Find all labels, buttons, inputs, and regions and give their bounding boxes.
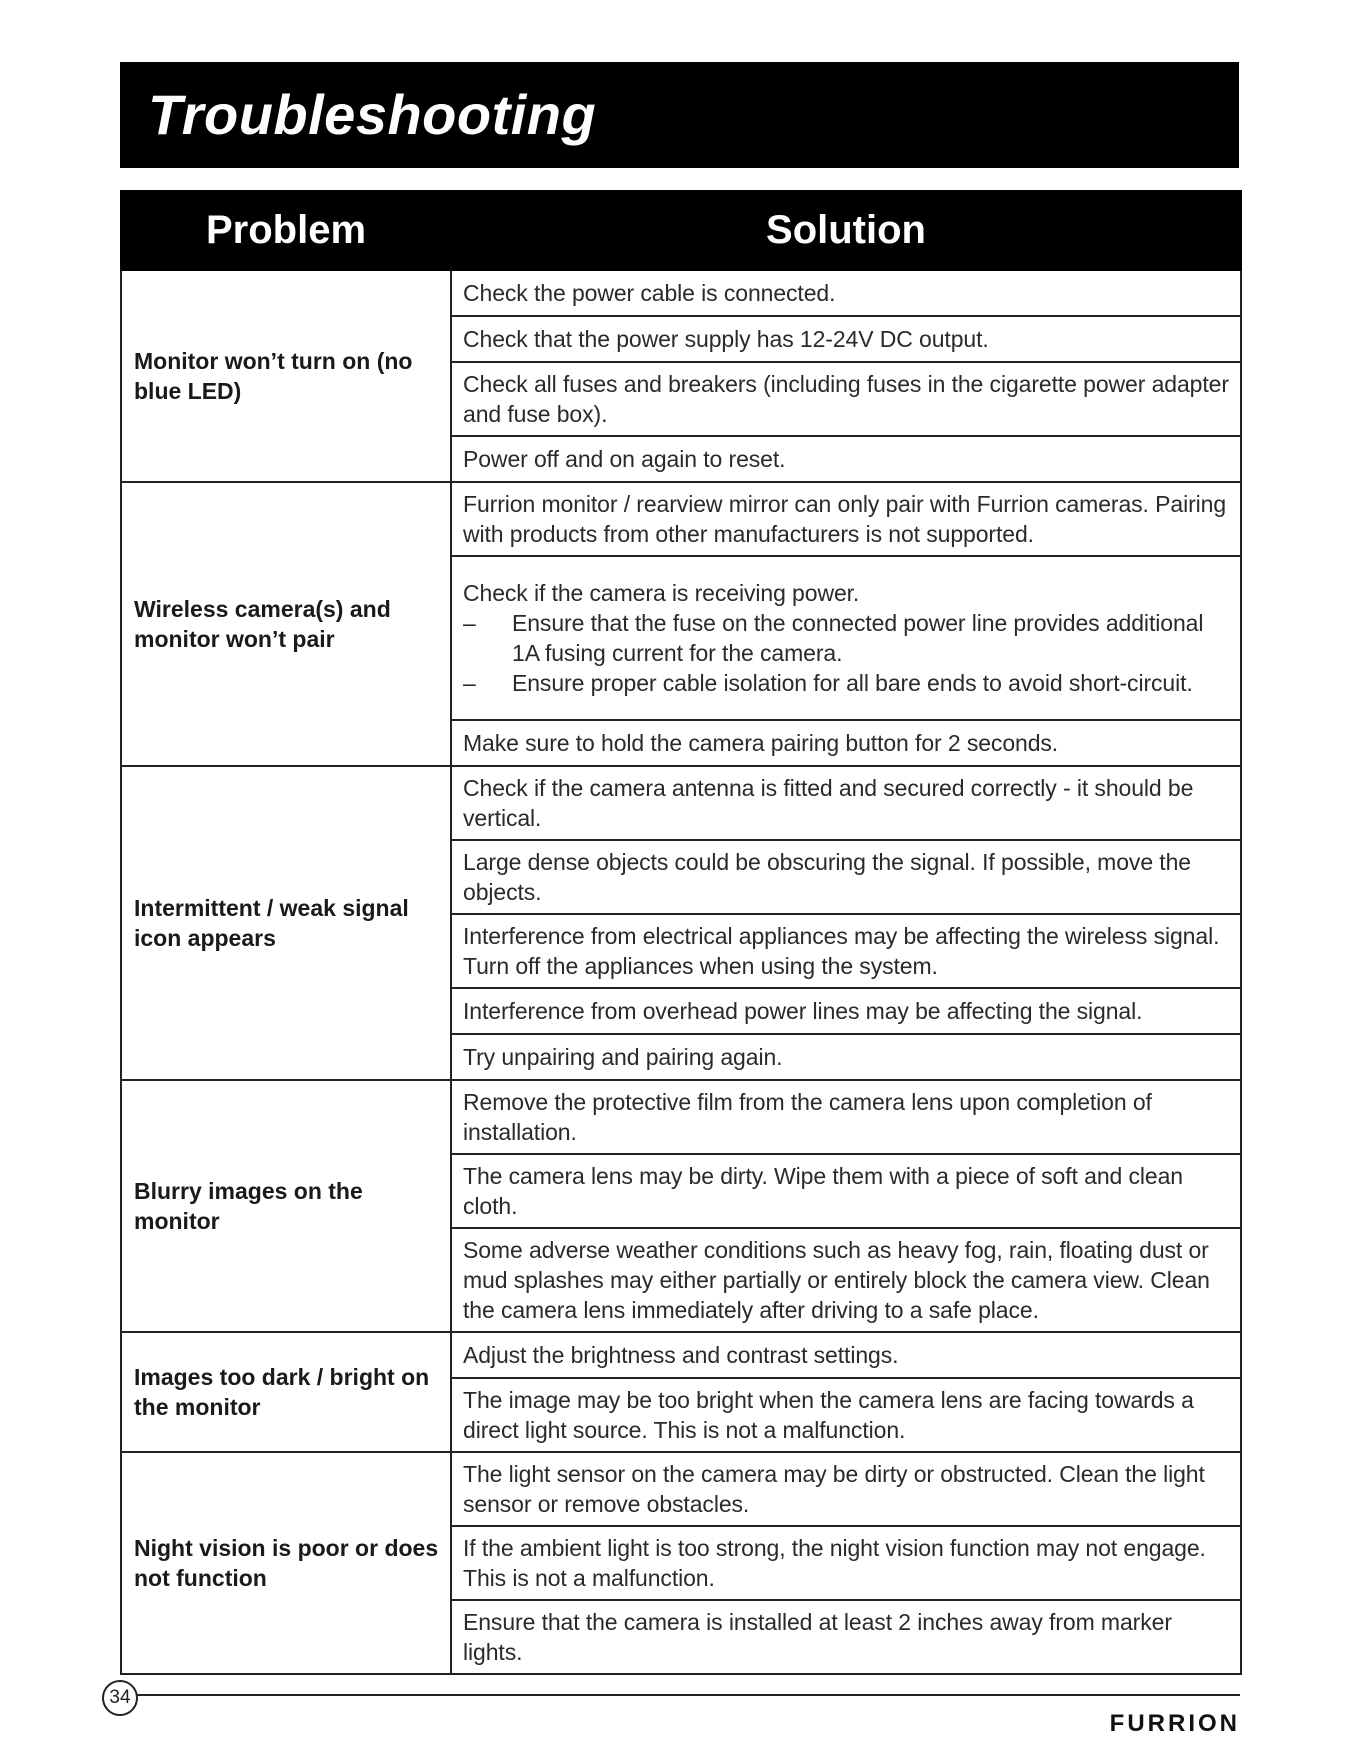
problem-cell: Blurry images on the monitor bbox=[121, 1080, 451, 1332]
solution-cell: Make sure to hold the camera pairing button for 2 seconds. bbox=[451, 720, 1241, 766]
troubleshooting-table bbox=[120, 190, 1242, 1675]
solution-cell bbox=[451, 556, 1241, 720]
table-row bbox=[121, 766, 1241, 840]
solution-cell: Adjust the brightness and contrast settings. bbox=[451, 1332, 1241, 1378]
bullet-dash: – bbox=[463, 610, 476, 636]
solution-cell: Furrion monitor / rearview mirror can only pair with Furrion cameras. Pairing with products from other manufacturers is not supported. bbox=[451, 482, 1241, 556]
table-row bbox=[121, 482, 1241, 556]
title-bar bbox=[120, 62, 1239, 168]
problem-cell: Night vision is poor or does not function bbox=[121, 1452, 451, 1674]
solution-cell: Some adverse weather conditions such as heavy fog, rain, floating dust or mud splashes may either partially or entirely block the camera view. Clean the camera lens immediately after driving to a safe place. bbox=[451, 1228, 1241, 1332]
solution-cell: Check all fuses and breakers (including fuses in the cigarette power adapter and fuse box). bbox=[451, 362, 1241, 436]
header-problem: Problem bbox=[121, 191, 451, 270]
table-row bbox=[121, 270, 1241, 316]
table-row bbox=[121, 1452, 1241, 1526]
solution-cell: Try unpairing and pairing again. bbox=[451, 1034, 1241, 1080]
table-row bbox=[121, 1332, 1241, 1378]
solution-cell: Power off and on again to reset. bbox=[451, 436, 1241, 482]
solution-cell: Large dense objects could be obscuring the signal. If possible, move the objects. bbox=[451, 840, 1241, 914]
problem-cell: Images too dark / bright on the monitor bbox=[121, 1332, 451, 1452]
solution-cell: Check the power cable is connected. bbox=[451, 270, 1241, 316]
table-row bbox=[121, 1080, 1241, 1154]
solution-cell: If the ambient light is too strong, the night vision function may not engage. This is not a malfunction. bbox=[451, 1526, 1241, 1600]
problem-cell: Intermittent / weak signal icon appears bbox=[121, 766, 451, 1080]
problem-cell: Wireless camera(s) and monitor won’t pair bbox=[121, 482, 451, 766]
header-solution: Solution bbox=[451, 191, 1241, 270]
page-number: 34 bbox=[102, 1680, 138, 1716]
solution-cell: The image may be too bright when the camera lens are facing towards a direct light source. This is not a malfunction. bbox=[451, 1378, 1241, 1452]
page-title: Troubleshooting bbox=[148, 83, 597, 146]
solution-cell: The light sensor on the camera may be dirty or obstructed. Clean the light sensor or remove obstacles. bbox=[451, 1452, 1241, 1526]
bullet-text: Ensure proper cable isolation for all bare ends to avoid short-circuit. bbox=[512, 670, 1193, 696]
footer-rule bbox=[130, 1694, 1240, 1696]
solution-cell: Interference from overhead power lines may be affecting the signal. bbox=[451, 988, 1241, 1034]
table-header-row bbox=[121, 191, 1241, 270]
solution-cell: The camera lens may be dirty. Wipe them with a piece of soft and clean cloth. bbox=[451, 1154, 1241, 1228]
solution-cell: Interference from electrical appliances may be affecting the wireless signal. Turn off the appliances when using the system. bbox=[451, 914, 1241, 988]
brand-logo: FURRION bbox=[1109, 1710, 1240, 1737]
bullet-item bbox=[463, 608, 1230, 668]
bullet-text: Ensure that the fuse on the connected power line provides additional 1A fusing current for the camera. bbox=[512, 610, 1204, 666]
solution-cell: Remove the protective film from the camera lens upon completion of installation. bbox=[451, 1080, 1241, 1154]
solution-cell: Check if the camera antenna is fitted and secured correctly - it should be vertical. bbox=[451, 766, 1241, 840]
solution-cell: Check that the power supply has 12-24V DC output. bbox=[451, 316, 1241, 362]
bullet-dash: – bbox=[463, 670, 476, 696]
problem-cell: Monitor won’t turn on (no blue LED) bbox=[121, 270, 451, 482]
solution-text: Check if the camera is receiving power. bbox=[463, 580, 860, 606]
bullet-item bbox=[463, 668, 1230, 698]
solution-cell: Ensure that the camera is installed at least 2 inches away from marker lights. bbox=[451, 1600, 1241, 1674]
